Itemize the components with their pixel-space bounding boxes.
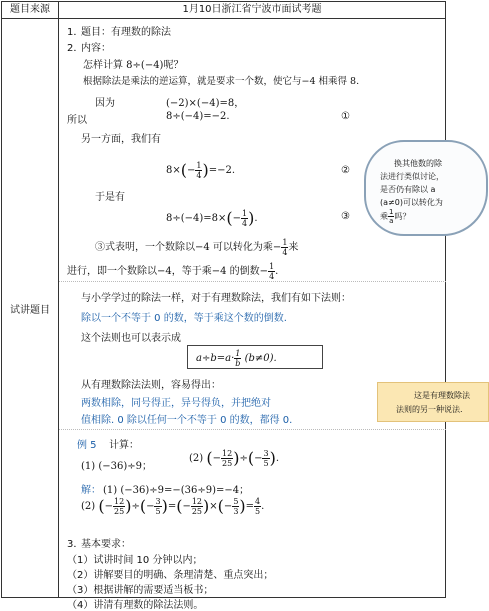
formula: a÷b=a· $\frac{1}{b}$ (b≠0).	[196, 349, 277, 368]
content-cell	[59, 19, 470, 611]
example-task: 计算：	[109, 440, 139, 451]
bubble-line-2: 法进行类似讨论，	[380, 172, 444, 181]
content-area	[59, 19, 470, 611]
exam-table	[1, 1, 470, 611]
source-value: 1月10日浙江省宁波市面试考题	[182, 4, 322, 15]
requirement-3: （3）根据讲解的需要适当板书；	[67, 585, 214, 596]
equation-marker-3: ③	[341, 211, 350, 222]
row-label: 试讲题目	[10, 304, 50, 316]
bubble-line-4: (a≠0)可以转化为	[380, 198, 443, 207]
solution-part-1: (1) (−36)÷9=−(36÷9)=−4；	[103, 485, 250, 496]
conversion-line-1: ③式表明，一个数除以−4 可以转化为乘− $\frac{1}{4}$ 来	[95, 238, 299, 257]
sign-rule-line-1: 两数相除，同号得正，异号得负，并把绝对	[81, 398, 271, 409]
equation-marker-2: ②	[341, 165, 350, 176]
requirement-1: （1）试讲时间 10 分钟以内；	[67, 555, 203, 566]
example-part-2: (2) (− $\frac{12}{25}$ )÷(− $\frac{3}{5}$ ).	[189, 448, 279, 468]
so-label: 所以	[67, 115, 87, 126]
division-rule: 除以一个不等于 0 的数，等于乘这个数的倒数.	[81, 313, 287, 324]
margin-note	[377, 382, 489, 422]
requirement-4: （4）讲清有理数的除法法则。	[67, 600, 204, 611]
source-value-cell	[59, 2, 446, 19]
note-line-2: 法则的另一种说法.	[396, 405, 463, 414]
example-part-1: (1) (−36)÷9；	[81, 461, 152, 472]
section2-title: 内容：	[81, 43, 111, 54]
bubble-line-5: 乘 $\frac{1}{a}$ 吗？	[380, 208, 411, 225]
source-label: 题目来源	[10, 4, 50, 15]
thus-label: 于是有	[95, 192, 125, 203]
question-reason: 根据除法是乘法的逆运算，就是要求一个数，使它与−4 相乘得 8.	[83, 76, 360, 87]
sign-rule-line-2: 值相除. 0 除以任何一个不等于 0 的数，都得 0.	[81, 415, 293, 426]
requirement-2: （2）讲解要目的明确、条理清楚、重点突出；	[67, 570, 274, 581]
excerpt-divider	[59, 281, 446, 282]
because-equation: (−2)×(−4)=8，	[166, 98, 245, 109]
bubble-line-3: 是否仍有除以 a	[380, 185, 436, 194]
solution-part-2: (2) (− $\frac{12}{25}$ )÷(− $\frac{3}{5}$ )=(− $\frac{12}{25}$ )×(− $\frac{5}{3}$ )= $\frac{4}{5}$ .	[81, 496, 265, 516]
note-line-1: 这是有理数除法	[414, 391, 470, 400]
thought-bubble	[364, 140, 488, 236]
equation-marker-1: ①	[341, 111, 350, 122]
section1-title: 题目：有理数的除法	[81, 27, 171, 38]
source-label-cell	[2, 2, 59, 19]
section3-title: 基本要求：	[81, 539, 131, 550]
section2-num: 2．	[67, 43, 84, 54]
solution-label: 解：	[81, 485, 101, 496]
example-divider	[59, 429, 446, 430]
section1-num: 1．	[67, 27, 84, 38]
bubble-line-1: 换其他数的除	[394, 159, 442, 168]
section3-num: 3．	[67, 539, 84, 550]
example-label: 例 5	[77, 440, 97, 451]
because-label: 因为	[95, 98, 115, 109]
formula-box	[187, 345, 323, 369]
equation-3: 8÷(−4)=8×(− $\frac{1}{4}$ ).	[166, 208, 258, 228]
equation-2: 8×(− $\frac{1}{4}$ )=−2.	[166, 160, 236, 180]
conversion-line-2: 进行，即一个数除以−4，等于乘−4 的倒数− $\frac{1}{4}$ .	[67, 262, 279, 281]
rule-intro: 与小学学过的除法一样，对于有理数除法，我们有如下法则：	[81, 293, 351, 304]
rule-also-label: 这个法则也可以表示成	[81, 333, 181, 344]
derive-label: 从有理数除法法则，容易得出：	[81, 380, 221, 391]
equation-1: 8÷(−4)=−2.	[166, 111, 230, 122]
other-hand-label: 另一方面，我们有	[81, 134, 161, 145]
row-label-cell	[2, 19, 59, 598]
question-intro: 怎样计算 8÷(−4)呢？	[83, 60, 184, 71]
